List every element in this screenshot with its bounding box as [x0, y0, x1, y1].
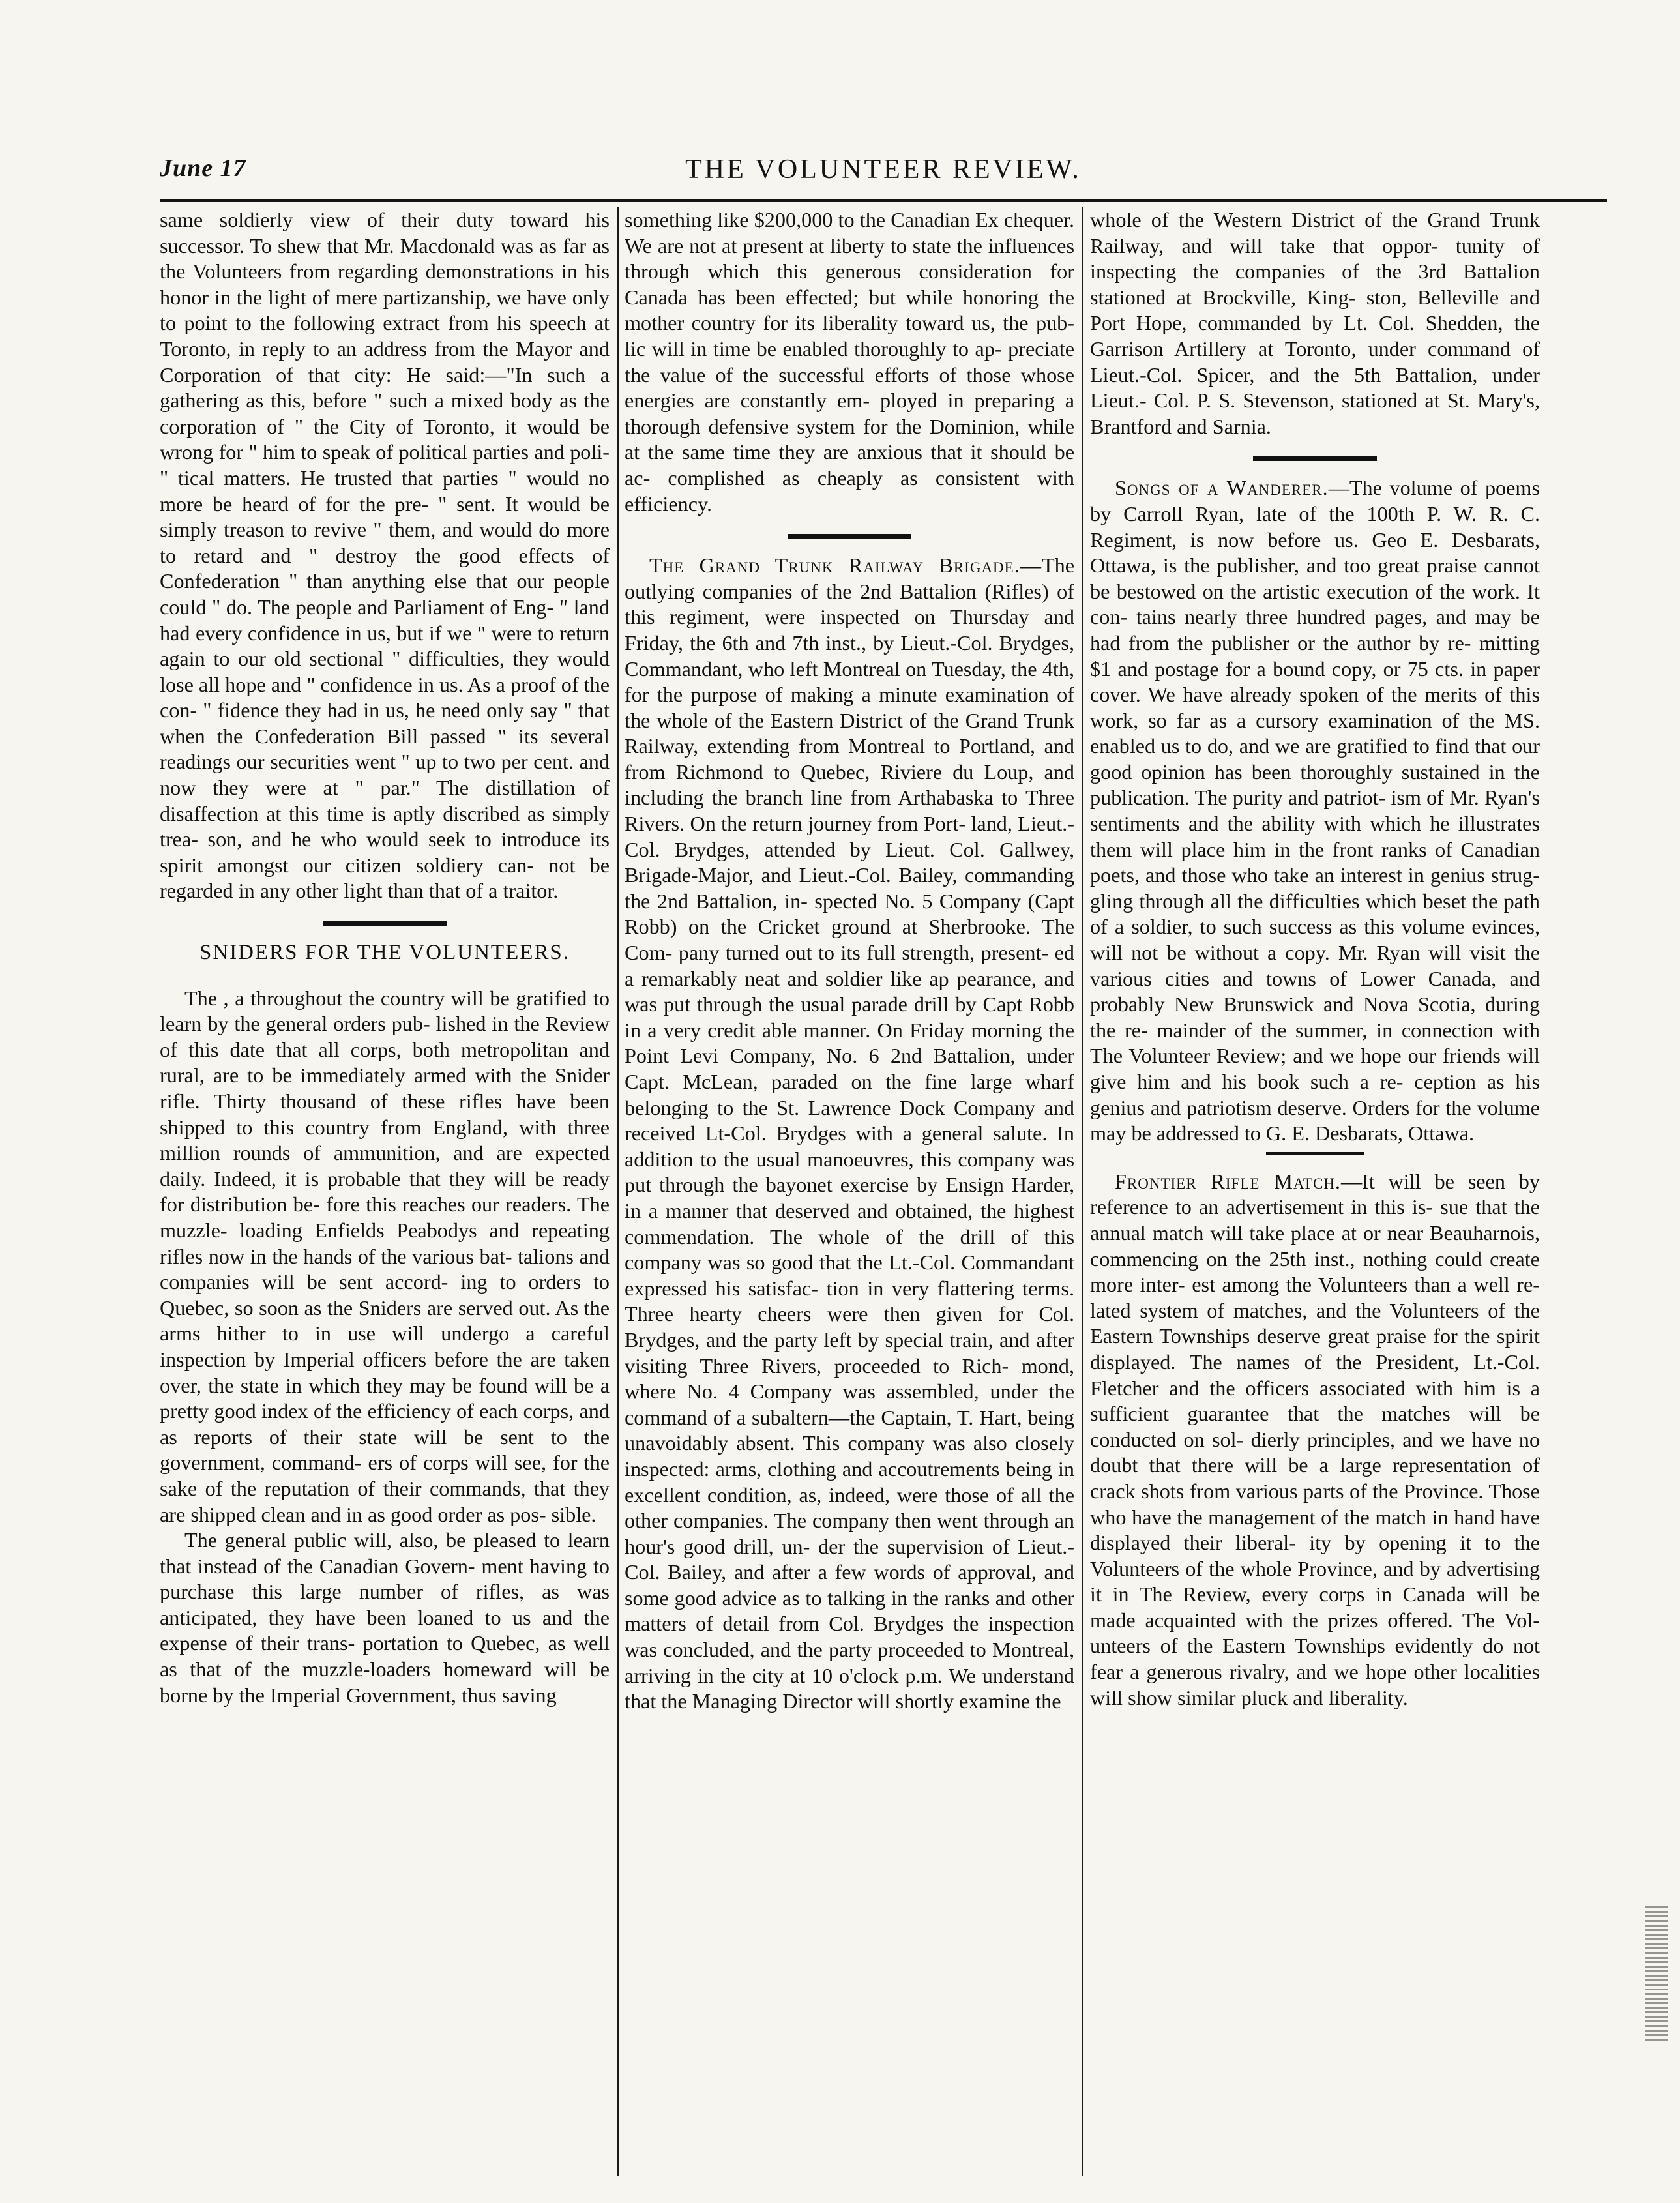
article-heading-sniders: SNIDERS FOR THE VOLUNTEERS. [199, 941, 570, 965]
article-sniders-paragraph-2: The general public will, also, be pleased to learn that instead of the Canadian Govern- ment having to purchase this large number of rifles, as was anticipated, they have been loaned to us and the expense of their trans- portation to Quebec, as well as that of the muzzle-loaders homeward will be borne by the Imperial Government, thus saving [160, 1528, 610, 1707]
section-separator [1253, 456, 1377, 461]
article-sniders-continued: something like $200,000 to the Canadian Ex chequer. We are not at present at liberty to state the influences through which this generous consideration for Canada has been effected; but while honoring the mother country for its liberality toward us, the pub- lic will in time be enabled thoroughly to ap- preciate the value of the successful efforts of those whose energies are constantly em- ployed in preparing a thorough defensive system for the Dominion, while at the same time they are anxious that it should be ac- complished as cheaply as consistent with efficiency. [625, 208, 1074, 516]
article-lead-rifle-match: Frontier Rifle Match. [1115, 1169, 1341, 1193]
margin-ink-mark [1645, 1904, 1668, 2041]
article-grand-trunk-continued: whole of the Western District of the Grand Trunk Railway, and will take that oppor- tunity of inspecting the companies of the 3rd Battalion stationed at Brockville, King- ston, Belleville and Port Hope, commanded by Lt. Col. Shedden, the Garrison Artillery at Toronto, under command of Lieut.-Col. Spicer, and the 5th Battalion, under Lieut.- Col. P. S. Stevenson, stationed at St. Mary's, Brantford and Sarnia. [1090, 208, 1540, 438]
page-header [160, 154, 1607, 193]
section-separator [1266, 1152, 1364, 1155]
article-macdonald-continued: same soldierly view of their duty toward his successor. To shew that Mr. Macdonald was as far as the Volunteers from regarding demonstrations in his honor in the light of mere partizanship, we have only to point to the following extract from his speech at Toronto, in reply to an address from the Mayor and Corporation of that city: He said:—"In such a gathering as this, before " such a mixed body as the corporation of " the City of Toronto, it would be wrong for " him to speak of political parties and poli- " tical matters. He trusted that parties " would no more be heard of for the pre- " sent. It would be simply treason to revive " them, and would do more to retard and " destroy the good effects of Confederation " than anything else that our people could " do. The people and Parliament of Eng- " land had every confidence in us, but if we " were to return again to our old sectional " difficulties, they would lose all hope and " confidence in us. As a proof of the con- " fidence they had in us, he need only say " that when the Confederation Bill passed " its several readings our securities went " up to two per cent. and now they were at " par." The distillation of disaffection at this time is aptly discribed as simply trea- son, and he who would seek to introduce its spirit amongst our citizen soldiery can- not be regarded in any other light than that of a traitor. [160, 208, 610, 903]
article-rifle-match-body: —It will be seen by reference to an advertisement in this is- sue that the annual match will take place at or near Beauharnois, commencing on the 25th inst., nothing could create more inter- est among the Volunteers than a well re- lated system of matches, and the Volunteers of the Eastern Townships deserve great praise for the spirit displayed. The names of the President, Lt.-Col. Fletcher and the officers associated with him is a sufficient guarantee that the matches will be conducted on sol- dierly principles, and we have no doubt that there will be a large representation of crack shots from various parts of the Province. Those who have the management of the match in hand have displayed their liberal- ity by opening it to the Volunteers of the whole Province, and by advertising it in The Review, every corps in Canada will be made acquainted with the prizes offered. The Vol- unteers of the Eastern Townships evidently do not fear a generous rivalry, and we hope other localities will show similar pluck and liberality. [1090, 1169, 1540, 1709]
article-lead-grand-trunk: The Grand Trunk Railway Brigade.— [649, 554, 1042, 578]
masthead-title: THE VOLUNTEER REVIEW. [685, 155, 1082, 185]
section-separator [788, 534, 911, 539]
header-rule [160, 199, 1607, 202]
article-sniders-paragraph-1: The , a throughout the country will be gratified to learn by the general orders pub- lished in the Review of this date that all corps, both metropolitan and rural, are to be immediately armed with the Snider rifle. Thirty thousand of these rifles have been shipped to this country from England, with three million rounds of ammunition, and are expected daily. Indeed, it is probable that they will be ready for distribution be- fore this reaches our readers. The muzzle- loading Enfields Peabodys and repeating rifles now in the hands of the various bat- talions and companies will be sent accord- ing to orders to Quebec, so soon as the Sniders are served out. As the arms hither to in use will undergo a careful inspection by Imperial officers before the are taken over, the state in which they may be found will be a pretty good index of the efficiency of each corps, and as reports of their state will be sent to the government, command- ers of corps will see, for the sake of the reputation of their commands, that they are shipped clean and in as good order as pos- sible. [160, 986, 610, 1526]
article-grand-trunk-body: The outlying companies of the 2nd Battalion (Rifles) of this regiment, were inspected on Thursday and Friday, the 6th and 7th inst., by Lieut.-Col. Brydges, Commandant, who left Montreal on Tuesday, the 4th, for the purpose of making a minute examination of the whole of the Eastern District of the Grand Trunk Railway, extending from Montreal to Portland, and from Richmond to Quebec, Riviere du Loup, and including the branch line from Arthabaska to Three Rivers. On the return journey from Port- land, Lieut.-Col. Brydges, attended by Lieut. Col. Gallwey, Brigade-Major, and Lieut.-Col. Bailey, commanding the 2nd Battalion, in- spected No. 5 Company (Capt Robb) on the Cricket ground at Sherbrooke. The Com- pany turned out to its full strength, present- ed a remarkably neat and soldier like ap pearance, and was put through the usual parade drill by Capt Robb in a very credit able manner. On Friday morning the Point Levi Company, No. 6 2nd Battalion, under Capt. McLean, paraded on the fine large wharf belonging to the St. Lawrence Dock Company and received Lt-Col. Brydges with a general salute. In addition to the usual manoeuvres, this company was put through the bayonet exercise by Ensign Harder, in a manner that deserved and obtained, the highest commendation. The whole of the drill of this company was so good that the Lt.-Col. Commandant expressed his satisfac- tion in very flattering terms. Three hearty cheers were then given for Col. Brydges, and the party left by special train, and after visiting Three Rivers, proceeded to Rich- mond, where No. 4 Company was assembled, under the command of a subaltern—the Captain, T. Hart, being unavoidably absent. This company was also closely inspected: arms, clothing and accoutrements being in excellent condition, as, indeed, were those of all the other companies. The company then went through an hour's good drill, un- der the supervision of Lieut.-Col. Bailey, and after a few words of approval, and some good advice as to talking in the ranks and other matters of detail from Col. Brydges the inspection was concluded, and the party proceeded to Montreal, arriving in the city at 10 o'clock p.m. We understand that the Managing Director will shortly examine the [625, 554, 1074, 1713]
column-2 [625, 207, 1074, 2176]
section-separator [323, 921, 447, 926]
column-divider-1 [617, 207, 619, 2176]
column-3 [1090, 207, 1540, 2176]
issue-date: June 17 [160, 155, 246, 182]
article-lead-songs: Songs of a Wanderer. [1115, 476, 1329, 500]
article-songs-body: —The volume of poems by Carroll Ryan, late of the 100th P. W. R. C. Regiment, is now before us. Geo E. Desbarats, Ottawa, is the publisher, and too great praise cannot be bestowed on the artistic execution of the work. It con- tains nearly three hundred pages, and may be had from the publisher or the author by re- mitting $1 and postage for a bound copy, or 75 cts. in paper cover. We have already spoken of the merits of this work, so far as a cursory examination of the MS. enabled us to do, and we are gratified to find that our good opinion has been thoroughly sustained in the publication. The purity and patriot- ism of Mr. Ryan's sentiments and the ability with which he illustrates them will place him in the front ranks of Canadian poets, and those who take an interest in genius strug- gling through all the difficulties which beset the path of a soldier, to such success as this volume evinces, will not be without a copy. Mr. Ryan will visit the various cities and towns of Lower Canada, and probably New Brunswick and Nova Scotia, during the re- mainder of the summer, in connection with The Volunteer Review; and we hope our friends will give him and his book such a re- ception as his genius and patriotism deserve. Orders for the volume may be addressed to G. E. Desbarats, Ottawa. [1090, 476, 1540, 1146]
column-1 [160, 207, 610, 2176]
article-grand-trunk-brigade [625, 553, 1074, 1715]
column-divider-2 [1082, 207, 1083, 2176]
article-songs-of-a-wanderer [1090, 475, 1540, 1146]
article-frontier-rifle-match [1090, 1169, 1540, 1711]
